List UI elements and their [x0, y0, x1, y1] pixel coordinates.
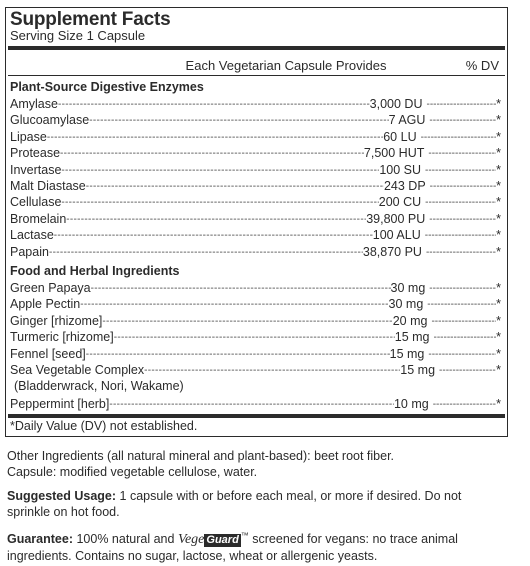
guarantee [7, 528, 507, 564]
dot-leader [427, 295, 496, 313]
dot-leader [49, 243, 363, 261]
dot-leader [425, 161, 496, 179]
dv-star: * [496, 397, 501, 411]
nutrient-name: Peppermint [herb] [10, 397, 110, 411]
section-heading-enzymes: Plant-Source Digestive Enzymes [10, 80, 204, 94]
dv-star: * [496, 228, 501, 243]
nutrient-amount: 60 LU [383, 129, 417, 144]
nutrient-amount: 15 mg [394, 330, 430, 345]
dv-star: * [496, 244, 502, 259]
dv-star: * [496, 211, 501, 226]
nutrient-name: Apple Pectin [10, 297, 81, 312]
other-ingredients-line1: Other Ingredients (all natural mineral and plant-based): beet root fiber. [7, 449, 395, 463]
dot-leader [428, 345, 496, 363]
dot-leader [54, 226, 373, 244]
vegeguard-logo: Vege Guard [177, 532, 239, 548]
nutrient-amount: 15 mg [389, 346, 425, 361]
nutrient-amount: 3,000 DU [369, 97, 423, 111]
nutrient-name: Bromelain [10, 211, 67, 226]
dot-leader [58, 95, 370, 113]
dot-leader [86, 177, 384, 195]
nutrient-row [10, 227, 501, 243]
dot-leader [80, 295, 388, 313]
usage-text-line2: sprinkle on hot food. [7, 505, 120, 519]
nutrient-amount: 243 DP [383, 179, 426, 193]
nutrient-row [10, 112, 501, 128]
guarantee-line2: ingredients. Contains no sugar, lactose, wheat or allergenic yeasts. [7, 549, 378, 564]
dv-star: * [496, 330, 501, 345]
dv-star: * [496, 281, 501, 295]
dot-leader [426, 243, 496, 261]
guarantee-label: Guarantee: [7, 532, 73, 547]
nutrient-row [10, 145, 501, 161]
nutrient-row [10, 296, 501, 312]
nutrient-amount: 10 mg [393, 397, 429, 411]
dot-leader [430, 177, 496, 195]
dot-leader [434, 328, 497, 346]
nutrient-name: Protease [10, 146, 61, 161]
dot-leader [61, 193, 378, 211]
dot-leader [144, 361, 400, 379]
nutrient-row [10, 329, 501, 345]
nutrient-name: Cellulase [10, 195, 62, 210]
nutrient-row [10, 178, 501, 194]
nutrient-amount: 100 SU [379, 162, 422, 177]
section-heading-herbal: Food and Herbal Ingredients [10, 264, 180, 278]
dot-leader [61, 161, 379, 179]
nutrient-name: Ginger [rhizome] [10, 313, 103, 328]
nutrient-row [10, 129, 501, 145]
dv-star: * [496, 97, 501, 111]
nutrient-name: Invertase [10, 162, 62, 177]
other-ingredients [7, 448, 507, 480]
other-ingredients-line2: Capsule: modified vegetable cellulose, water. [7, 465, 258, 479]
dot-leader [47, 128, 383, 146]
nutrient-row [10, 280, 501, 296]
nutrient-name: Sea Vegetable Complex [10, 363, 145, 377]
guarantee-text-cont: screened for vegans: no trace animal [248, 532, 458, 547]
nutrient-name: Fennel [seed] [10, 346, 86, 361]
dv-star: * [496, 195, 501, 210]
dv-star: * [496, 146, 501, 161]
nutrient-amount: 100 ALU [372, 228, 421, 243]
nutrient-name: Papain [10, 244, 49, 259]
nutrient-amount: 30 mg [388, 297, 424, 312]
dv-star: * [496, 129, 501, 144]
nutrient-amount: 30 mg [390, 281, 426, 295]
dot-leader [426, 95, 495, 113]
dv-star: * [496, 297, 501, 312]
nutrient-amount: 20 mg [392, 313, 428, 328]
usage-text: 1 capsule with or before each meal, or more if desired. Do not [116, 489, 462, 503]
suggested-usage [7, 488, 507, 520]
dot-leader [91, 279, 391, 297]
dv-star: * [496, 346, 501, 361]
dot-leader [114, 328, 395, 346]
dv-star: * [496, 363, 501, 377]
nutrient-name: Amylase [10, 97, 58, 111]
dv-star: * [496, 179, 501, 193]
nutrient-row [10, 346, 501, 362]
dot-leader [89, 111, 388, 129]
nutrient-row [10, 162, 501, 178]
column-header-dv: % DV [465, 58, 499, 73]
panel-title: Supplement Facts [10, 9, 171, 30]
dot-leader [102, 312, 392, 330]
dot-leader [429, 279, 496, 297]
serving-size: Serving Size 1 Capsule [10, 28, 146, 43]
dv-star: * [496, 313, 501, 328]
dot-leader [429, 210, 496, 228]
nutrient-row [10, 244, 501, 260]
dot-leader [431, 312, 496, 330]
dot-leader [429, 111, 496, 129]
dot-leader [86, 345, 390, 363]
nutrient-amount: 200 CU [378, 195, 422, 210]
column-header-provides: Each Vegetarian Capsule Provides [185, 58, 387, 73]
nutrient-row [10, 194, 501, 210]
dv-star: * [496, 162, 501, 177]
dot-leader [425, 226, 496, 244]
usage-label: Suggested Usage: [7, 489, 117, 503]
dot-leader [425, 193, 496, 211]
nutrient-row-peppermint [10, 396, 501, 412]
nutrient-amount: 7 AGU [388, 113, 426, 128]
nutrient-row [10, 96, 501, 112]
nutrient-name: Malt Diastase [10, 179, 86, 193]
supplement-facts-panel [5, 7, 508, 437]
dot-leader [428, 144, 496, 162]
trademark-symbol: ™ [240, 531, 249, 540]
nutrient-row [10, 313, 501, 329]
nutrient-name: Lipase [10, 129, 47, 144]
nutrient-name: Green Papaya [10, 281, 91, 295]
nutrient-amount: 7,500 HUT [363, 146, 425, 161]
dot-leader [421, 128, 496, 146]
dot-leader [439, 361, 496, 379]
guarantee-text: 100% natural and [73, 532, 178, 547]
thick-divider [8, 46, 505, 50]
nutrient-amount: 39,800 PU [366, 211, 426, 226]
dot-leader [66, 210, 366, 228]
dv-star: * [496, 113, 501, 128]
nutrient-name: Turmeric [rhizome] [10, 330, 114, 345]
dot-leader [109, 395, 394, 413]
bottom-thick-divider [8, 414, 505, 418]
dot-leader [60, 144, 364, 162]
dv-footnote: *Daily Value (DV) not established. [10, 419, 198, 433]
nutrient-amount: 38,870 PU [362, 244, 422, 259]
nutrient-amount: 15 mg [400, 363, 436, 377]
nutrient-name: Glucoamylase [10, 113, 90, 128]
header-divider [8, 75, 505, 76]
nutrient-row [10, 211, 501, 227]
dot-leader [433, 395, 496, 413]
nutrient-row [10, 362, 501, 378]
sea-vegetable-subtext: (Bladderwrack, Nori, Wakame) [14, 379, 184, 393]
nutrient-name: Lactase [10, 228, 54, 243]
